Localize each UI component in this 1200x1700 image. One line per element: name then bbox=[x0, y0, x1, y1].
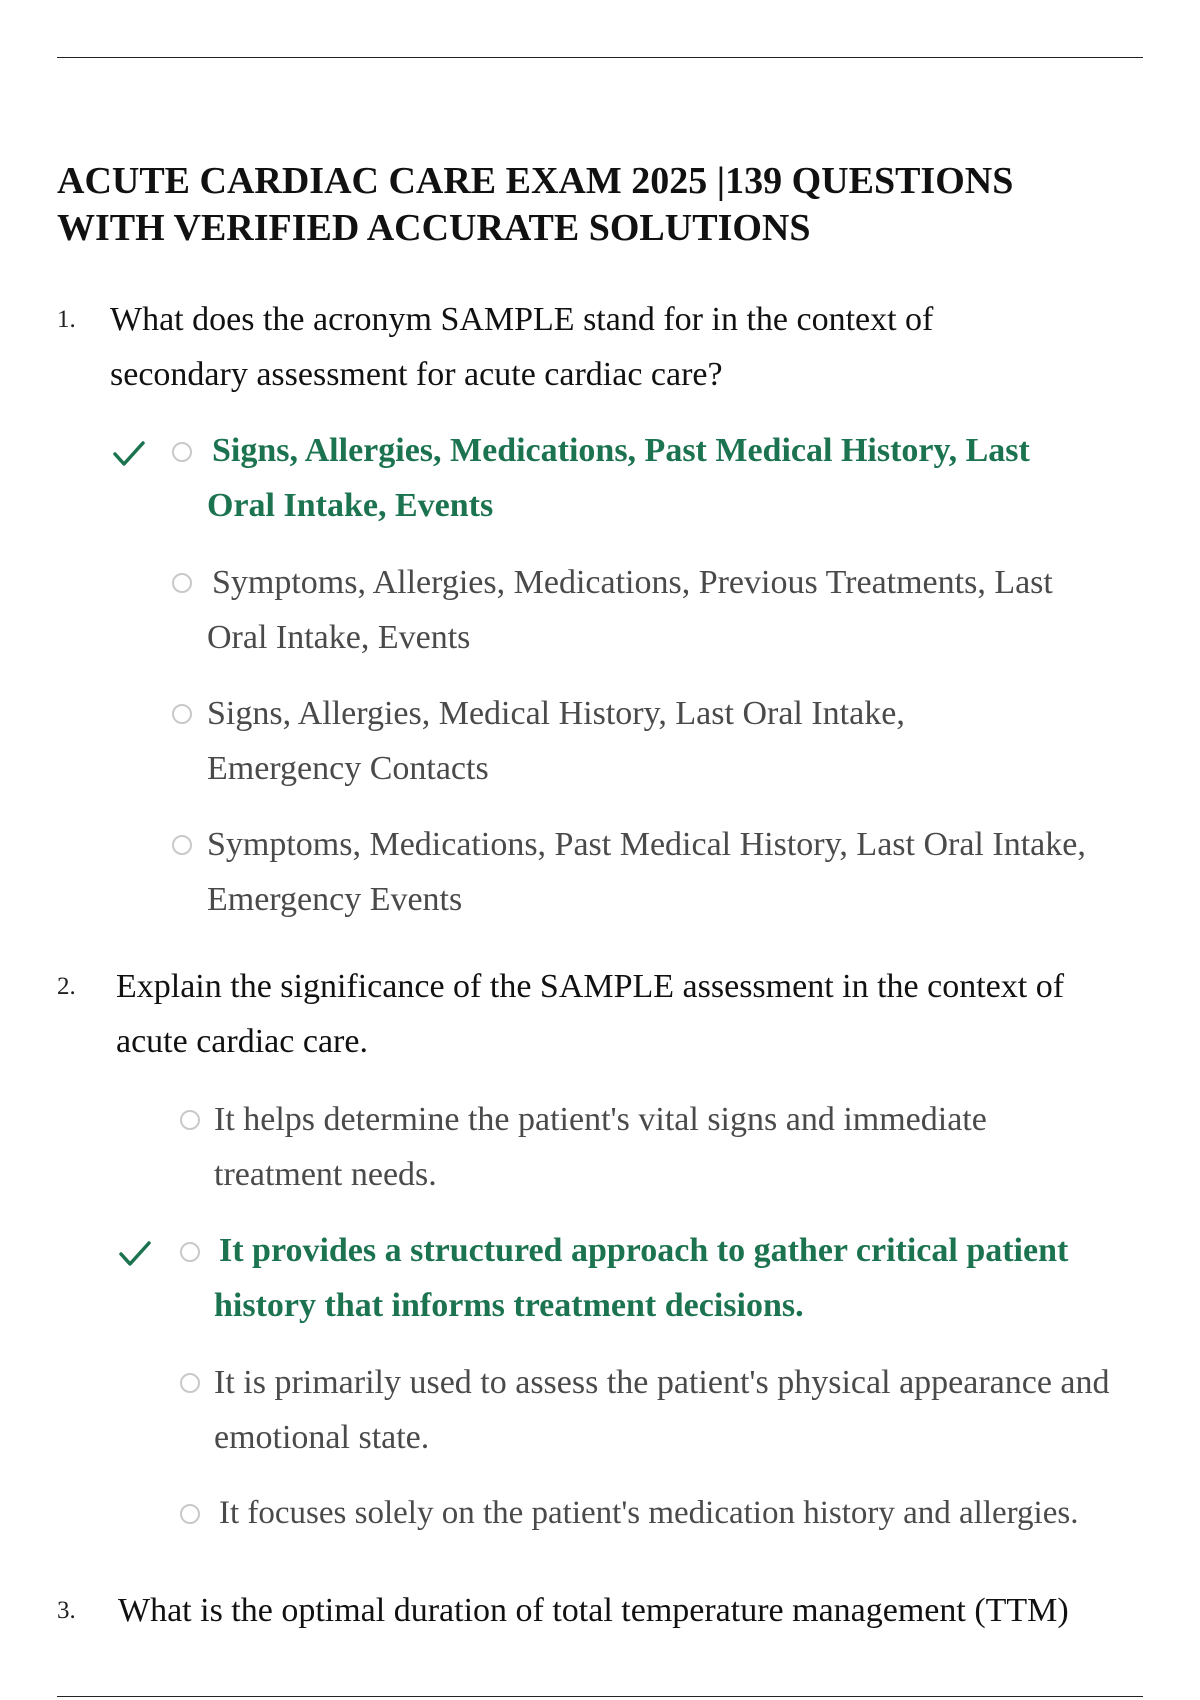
option-text-correct: It provides a structured approach to gather critical patient history that informs treatment decisions. bbox=[214, 1232, 1069, 1324]
question-text: Explain the significance of the SAMPLE assessment in the context of acute cardiac care. bbox=[116, 968, 1065, 1060]
radio-button[interactable] bbox=[180, 1373, 200, 1393]
radio-button[interactable] bbox=[180, 1242, 200, 1262]
option-text: It is primarily used to assess the patient's physical appearance and emotional state. bbox=[214, 1364, 1110, 1456]
question-number: 1. bbox=[57, 306, 76, 333]
question-text: What is the optimal duration of total temperature management (TTM) bbox=[118, 1592, 1069, 1629]
option-text: It focuses solely on the patient's medication history and allergies. bbox=[219, 1495, 1079, 1531]
top-rule bbox=[57, 57, 1143, 58]
radio-button[interactable] bbox=[172, 704, 192, 724]
radio-button[interactable] bbox=[172, 573, 192, 593]
radio-button[interactable] bbox=[172, 442, 192, 462]
question-number: 2. bbox=[57, 973, 76, 1000]
option-text: Signs, Allergies, Medical History, Last Oral Intake, Emergency Contacts bbox=[207, 695, 905, 787]
check-icon bbox=[118, 1240, 152, 1268]
option-text: Symptoms, Medications, Past Medical History, Last Oral Intake, Emergency Events bbox=[207, 826, 1086, 918]
document-title bbox=[57, 158, 1157, 252]
option-text: Symptoms, Allergies, Medications, Previous Treatments, Last Oral Intake, Events bbox=[207, 564, 1053, 656]
bottom-rule bbox=[57, 1696, 1143, 1697]
radio-button[interactable] bbox=[180, 1504, 200, 1524]
radio-button[interactable] bbox=[180, 1110, 200, 1130]
option-text-correct: Signs, Allergies, Medications, Past Medical History, Last Oral Intake, Events bbox=[207, 432, 1030, 524]
title-line-1: ACUTE CARDIAC CARE EXAM 2025 |139 QUESTIONS bbox=[57, 160, 1014, 202]
question-number: 3. bbox=[57, 1597, 76, 1624]
title-line-2: WITH VERIFIED ACCURATE SOLUTIONS bbox=[57, 207, 811, 249]
question-text: What does the acronym SAMPLE stand for in the context of secondary assessment for acute cardiac care? bbox=[110, 301, 934, 393]
radio-button[interactable] bbox=[172, 835, 192, 855]
check-icon bbox=[112, 440, 146, 468]
option-text: It helps determine the patient's vital signs and immediate treatment needs. bbox=[214, 1101, 987, 1193]
